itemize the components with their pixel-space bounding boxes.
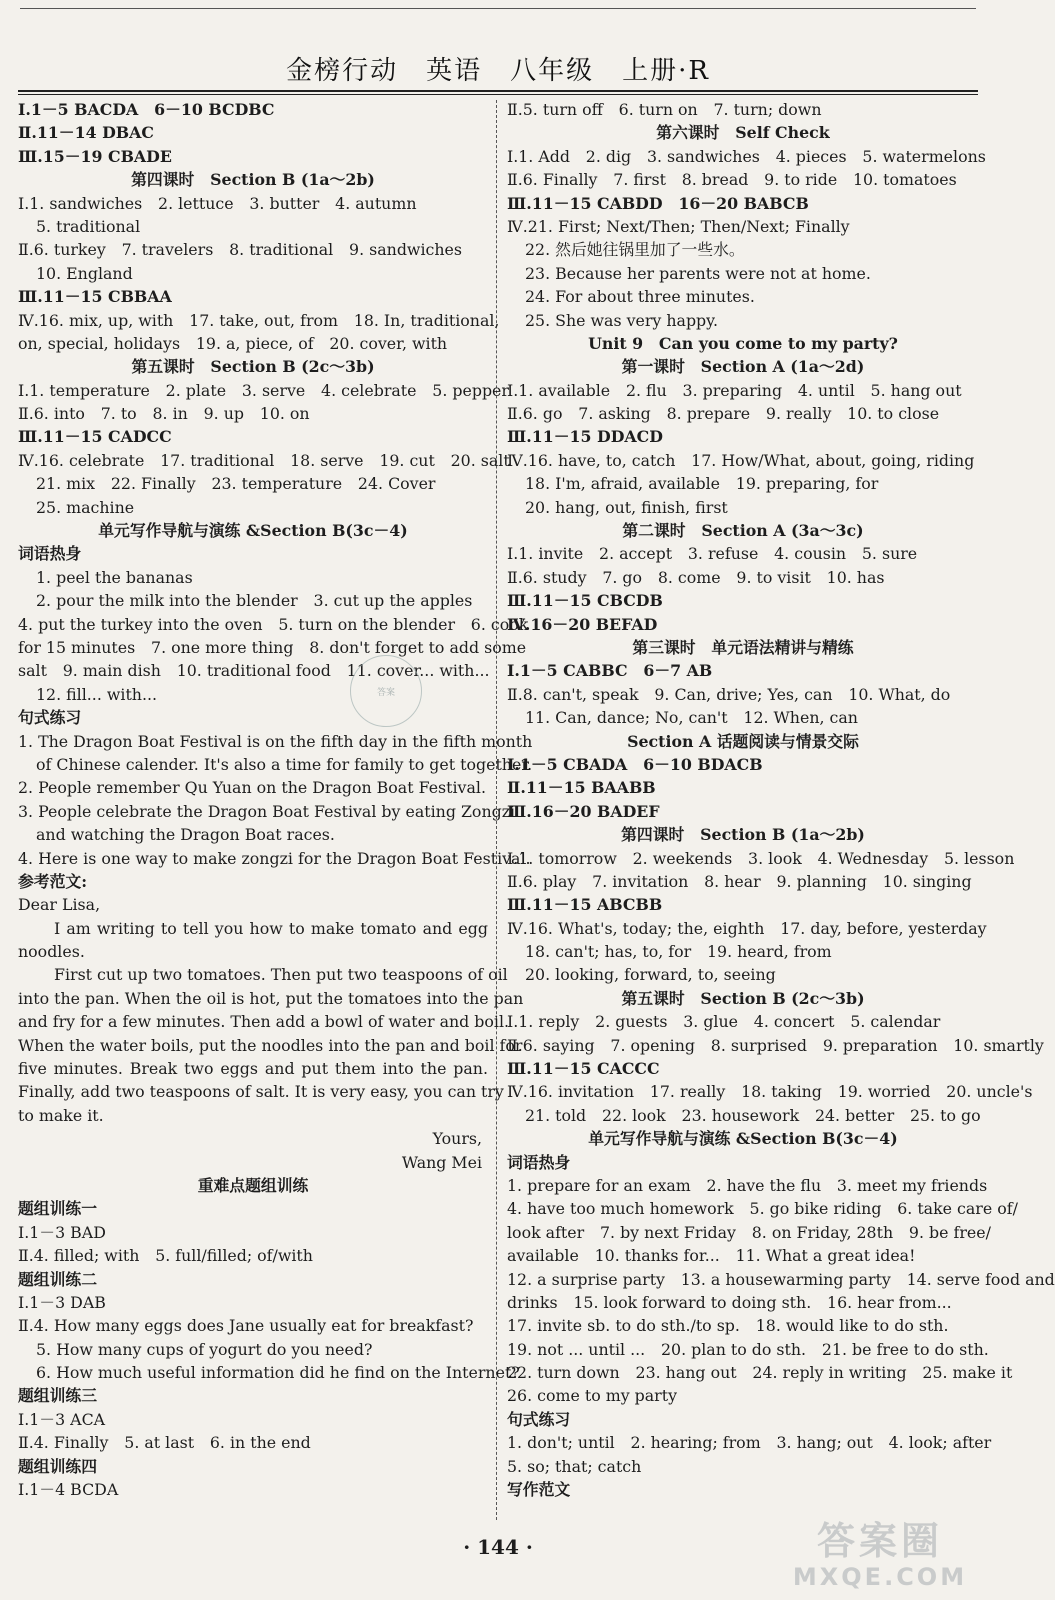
- answer-line: Ⅰ.1. reply 2. guests 3. glue 4. concert 5. calendar: [507, 1012, 941, 1032]
- left-column: [18, 98, 533, 1501]
- answer-line: 5. so; that; catch: [507, 1456, 642, 1476]
- answer-line: Ⅳ.16－20 BEFAD: [507, 614, 658, 634]
- answer-line: 1. prepare for an exam 2. have the flu 3. meet my friends: [507, 1175, 988, 1195]
- answer-line: 18. can't; has, to, for 19. heard, from: [525, 942, 832, 962]
- section-heading: 第六课时 Self Check: [656, 123, 830, 143]
- answer-line: Yours,: [432, 1129, 482, 1149]
- answer-line: Dear Lisa,: [18, 895, 101, 915]
- answer-line: 23. Because her parents were not at home.: [525, 263, 871, 283]
- answer-line: Ⅱ.11－14 DBAC: [18, 123, 154, 143]
- section-heading: Unit 9 Can you come to my party?: [588, 333, 898, 353]
- answer-line: salt 9. main dish 10. traditional food 11. cover... with...: [18, 661, 490, 681]
- answer-line: Ⅰ.1. tomorrow 2. weekends 3. look 4. Wednesday 5. lesson: [507, 848, 1015, 868]
- answer-line: 3. People celebrate the Dragon Boat Festival by eating Zongzi: [18, 801, 516, 821]
- answer-line: 句式练习: [507, 1409, 571, 1429]
- answer-line: Ⅲ.11－15 CACCC: [507, 1059, 660, 1079]
- answer-line: Ⅱ.6. into 7. to 8. in 9. up 10. on: [18, 404, 310, 424]
- answer-line: 25. machine: [36, 497, 135, 517]
- answer-line: Ⅱ.8. can't, speak 9. Can, drive; Yes, can 10. What, do: [507, 684, 951, 704]
- answer-line: Ⅱ.11－15 BAABB: [507, 778, 656, 798]
- answer-line: Ⅲ.11－15 DDACD: [507, 427, 663, 447]
- watermark-url: MXQE.COM: [792, 1563, 968, 1591]
- answer-line: Ⅳ.16. What's, today; the, eighth 17. day, before, yesterday: [507, 918, 987, 938]
- answer-line: of Chinese calender. It's also a time for family to get together.: [36, 754, 533, 774]
- answer-line: Ⅲ.15－19 CBADE: [18, 146, 172, 166]
- section-heading: Section A 话题阅读与情景交际: [627, 731, 859, 751]
- answer-line: Ⅰ.1－5 CABBC 6－7 AB: [507, 661, 713, 681]
- answer-line: Ⅰ.1. Add 2. dig 3. sandwiches 4. pieces 5. watermelons: [507, 146, 986, 166]
- answer-stamp: 答案: [350, 655, 422, 727]
- page-header: 金榜行动 英语 八年级 上册·R: [286, 56, 710, 86]
- watermark-logo-text: 答案圈: [816, 1519, 943, 1563]
- section-heading: 单元写作导航与演练 &Section B(3c－4): [588, 1129, 898, 1149]
- answer-line: 1. don't; until 2. hearing; from 3. hang; out 4. look; after: [507, 1433, 992, 1453]
- page-number: · 144 ·: [463, 1535, 533, 1559]
- answer-line: 25. She was very happy.: [525, 310, 719, 330]
- answer-line: 17. invite sb. to do sth./to sp. 18. would like to do sth.: [507, 1316, 949, 1336]
- answer-line: Ⅰ.1. sandwiches 2. lettuce 3. butter 4. autumn: [18, 193, 417, 213]
- answer-line: five minutes. Break two eggs and put them into the pan.: [18, 1059, 488, 1079]
- answer-line: and watching the Dragon Boat races.: [36, 825, 335, 845]
- answer-line: 21. told 22. look 23. housework 24. better 25. to go: [525, 1105, 981, 1125]
- answer-line: Wang Mei: [401, 1152, 482, 1172]
- answer-line: Ⅰ.1－5 CBADA 6－10 BDACB: [507, 754, 763, 774]
- answer-line: 参考范文:: [18, 871, 88, 891]
- answer-line: 24. For about three minutes.: [525, 287, 755, 307]
- answer-line: Ⅱ.6. Finally 7. first 8. bread 9. to ride 10. tomatoes: [507, 170, 957, 190]
- answer-line: for 15 minutes 7. one more thing 8. don't forget to add some: [18, 637, 527, 657]
- answer-line: Ⅰ.1－3 BAD: [18, 1222, 106, 1242]
- answer-line: Ⅰ.1. temperature 2. plate 3. serve 4. celebrate 5. pepper: [18, 380, 509, 400]
- answer-line: Ⅳ.16. celebrate 17. traditional 18. serve 19. cut 20. salt: [18, 450, 510, 470]
- answer-line: 20. hang, out, finish, first: [525, 497, 728, 517]
- answer-line: look after 7. by next Friday 8. on Friday, 28th 9. be free/: [507, 1222, 991, 1242]
- answer-line: 题组训练二: [18, 1269, 97, 1289]
- answer-line: 20. looking, forward, to, seeing: [525, 965, 776, 985]
- answer-line: Ⅱ.6. saying 7. opening 8. surprised 9. preparation 10. smartly: [507, 1035, 1044, 1055]
- answer-line: Ⅱ.4. filled; with 5. full/filled; of/with: [18, 1246, 313, 1266]
- answer-line: and fry for a few minutes. Then add a bowl of water and boil.: [18, 1012, 510, 1032]
- answer-line: 6. How much useful information did he find on the Internet?: [36, 1363, 520, 1383]
- answer-line: Ⅰ.1. available 2. flu 3. preparing 4. until 5. hang out: [507, 380, 962, 400]
- answer-line: 句式练习: [18, 708, 82, 728]
- answer-line: 题组训练三: [18, 1386, 97, 1406]
- header-rule-thin: [18, 94, 978, 95]
- answer-line: 词语热身: [507, 1152, 571, 1172]
- answer-line: 1. peel the bananas: [36, 567, 193, 587]
- answer-line: I am writing to tell you how to make tomato and egg: [54, 918, 488, 938]
- answer-line: noodles.: [18, 942, 85, 962]
- answer-line: Ⅱ.4. How many eggs does Jane usually eat for breakfast?: [18, 1316, 474, 1336]
- answer-line: When the water boils, put the noodles into the pan and boil for: [18, 1035, 523, 1055]
- section-heading: 第五课时 Section B (2c～3b): [131, 357, 375, 377]
- right-column: [507, 98, 1055, 1501]
- answer-line: Ⅳ.16. mix, up, with 17. take, out, from 18. In, traditional,: [18, 310, 500, 330]
- answer-line: 10. England: [36, 263, 133, 283]
- answer-line: Ⅳ.16. have, to, catch 17. How/What, about, going, riding: [507, 450, 975, 470]
- answer-line: on, special, holidays 19. a, piece, of 20. cover, with: [18, 333, 448, 353]
- answer-line: Ⅰ.1. invite 2. accept 3. refuse 4. cousin 5. sure: [507, 544, 918, 564]
- section-heading: 第一课时 Section A (1a～2d): [621, 357, 865, 377]
- answer-line: to make it.: [18, 1105, 104, 1125]
- answer-line: drinks 15. look forward to doing sth. 16. hear from...: [507, 1292, 952, 1312]
- answer-line: Ⅰ.1－4 BCDA: [18, 1480, 119, 1500]
- answer-line: Ⅱ.6. play 7. invitation 8. hear 9. planning 10. singing: [507, 871, 972, 891]
- answer-line: Ⅱ.5. turn off 6. turn on 7. turn; down: [507, 100, 822, 119]
- section-heading: 第四课时 Section B (1a～2b): [621, 825, 865, 845]
- answer-line: 4. Here is one way to make zongzi for the Dragon Boat Festival.: [18, 848, 531, 868]
- answer-line: Ⅲ.11－15 CBBAA: [18, 287, 172, 307]
- answer-line: into the pan. When the oil is hot, put the tomatoes into the pan: [18, 988, 524, 1008]
- answer-line: Ⅲ.11－15 CADCC: [18, 427, 172, 447]
- answer-line: Ⅲ.11－15 CABDD 16－20 BABCB: [507, 193, 809, 213]
- section-heading: 第二课时 Section A (3a～3c): [622, 521, 864, 541]
- answer-line: 11. Can, dance; No, can't 12. When, can: [525, 708, 858, 728]
- answer-line: 12. a surprise party 13. a housewarming party 14. serve food and: [507, 1269, 1055, 1289]
- answer-line: 4. have too much homework 5. go bike riding 6. take care of/: [507, 1199, 1018, 1219]
- answer-line: Ⅱ.4. Finally 5. at last 6. in the end: [18, 1433, 311, 1453]
- answer-line: Ⅰ.1－3 DAB: [18, 1292, 106, 1312]
- answer-line: First cut up two tomatoes. Then put two teaspoons of oil: [54, 965, 508, 985]
- answer-line: Finally, add two teaspoons of salt. It is very easy, you can try: [18, 1082, 504, 1102]
- answer-line: 2. People remember Qu Yuan on the Dragon Boat Festival.: [18, 778, 486, 798]
- answer-line: 5. How many cups of yogurt do you need?: [36, 1339, 373, 1359]
- answer-line: 12. fill... with...: [36, 684, 158, 704]
- answer-line: Ⅱ.6. turkey 7. travelers 8. traditional 9. sandwiches: [18, 240, 462, 260]
- answer-line: 22. turn down 23. hang out 24. reply in writing 25. make it: [507, 1363, 1013, 1383]
- header-rule: [18, 90, 978, 92]
- answer-line: 1. The Dragon Boat Festival is on the fifth day in the fifth month: [18, 731, 533, 751]
- answer-line: Ⅲ.16－20 BADEF: [507, 801, 660, 821]
- answer-line: Ⅲ.11－15 ABCBB: [507, 895, 663, 915]
- section-heading: 第三课时 单元语法精讲与精练: [632, 637, 854, 657]
- answer-line: 19. not ... until ... 20. plan to do sth. 21. be free to do sth.: [507, 1339, 989, 1359]
- answer-line: 21. mix 22. Finally 23. temperature 24. Cover: [36, 474, 436, 494]
- answer-line: Ⅱ.6. go 7. asking 8. prepare 9. really 10. to close: [507, 404, 940, 424]
- answer-line: Ⅲ.11－15 CBCDB: [507, 591, 663, 611]
- section-heading: 单元写作导航与演练 &Section B(3c－4): [98, 521, 408, 541]
- answer-line: Ⅱ.6. study 7. go 8. come 9. to visit 10. has: [507, 567, 885, 587]
- answer-line: 4. put the turkey into the oven 5. turn on the blender 6. cook: [18, 614, 529, 634]
- top-border: [20, 8, 976, 9]
- answer-line: 2. pour the milk into the blender 3. cut up the apples: [36, 591, 473, 611]
- answer-line: 5. traditional: [36, 216, 141, 236]
- answer-line: 题组训练一: [18, 1199, 97, 1219]
- section-heading: 重难点题组训练: [197, 1175, 309, 1195]
- answer-line: 18. I'm, afraid, available 19. preparing, for: [525, 474, 879, 494]
- answer-line: 题组训练四: [18, 1456, 97, 1476]
- answer-line: 词语热身: [18, 544, 82, 564]
- answer-line: Ⅰ.1－3 ACA: [18, 1409, 106, 1429]
- answer-line: Ⅰ.1－5 BACDA 6－10 BCDBC: [18, 100, 275, 119]
- answer-line: 22. 然后她往锅里加了一些水。: [525, 240, 745, 260]
- section-heading: 第五课时 Section B (2c～3b): [621, 988, 865, 1008]
- site-watermark: [780, 1520, 980, 1598]
- section-heading: 第四课时 Section B (1a～2b): [131, 170, 375, 190]
- answer-line: available 10. thanks for... 11. What a great idea!: [507, 1246, 916, 1266]
- answer-line: 26. come to my party: [507, 1386, 678, 1406]
- answer-line: Ⅳ.16. invitation 17. really 18. taking 19. worried 20. uncle's: [507, 1082, 1033, 1102]
- answer-line: 写作范文: [507, 1480, 571, 1500]
- answer-line: Ⅳ.21. First; Next/Then; Then/Next; Finally: [507, 216, 850, 236]
